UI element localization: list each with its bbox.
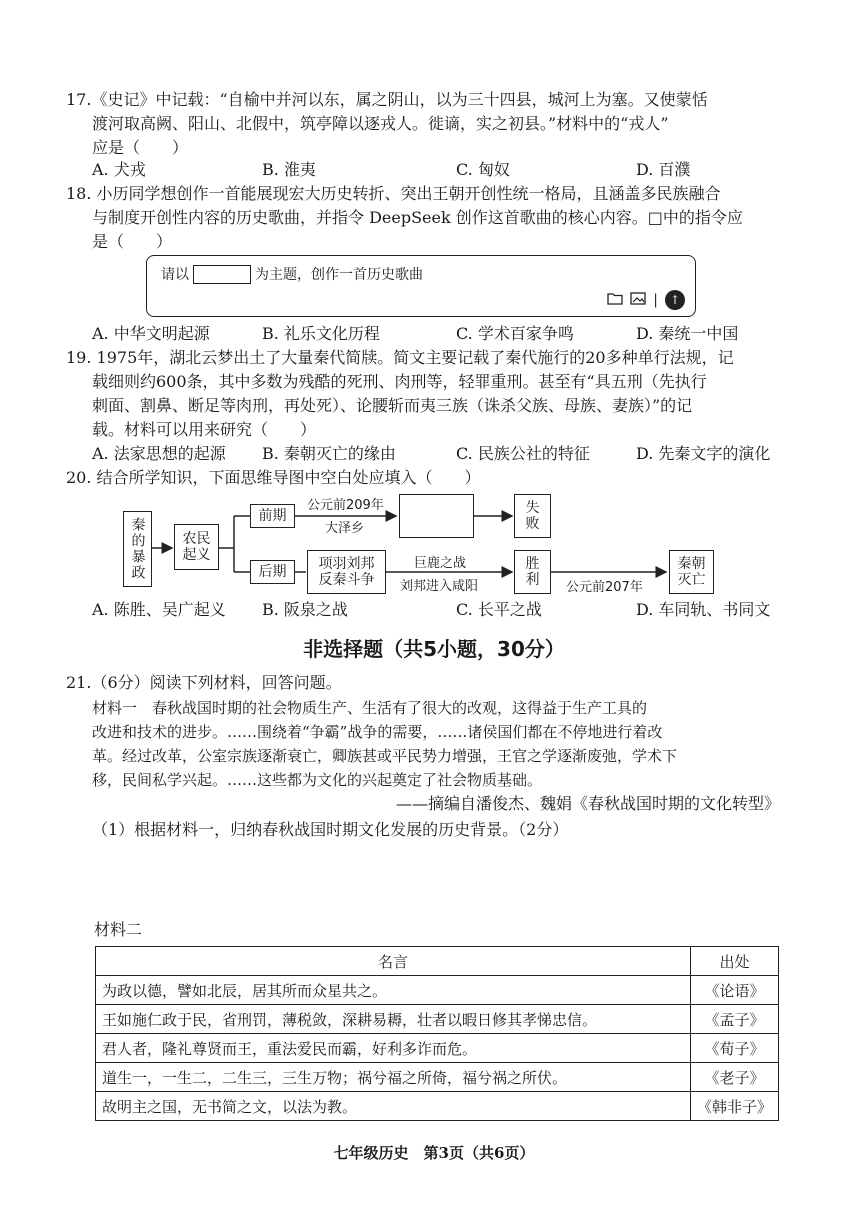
quotes-table [95,946,779,1121]
q19-line-1: 19. 1975年，湖北云梦出土了大量秦代简牍。简文主要记载了秦代施行的20多种单行法规，记 [66,348,734,367]
q20-option-a[interactable]: A. 陈胜、吴广起义 [92,600,226,619]
q19-line-4: 载。材料可以用来研究（ ） [92,420,317,439]
quote-cell: 王如施仁政于民，省刑罚，薄税敛，深耕易耨，壮者以暇日修其孝悌忠信。 [96,1005,691,1034]
q17-option-a[interactable]: A. 犬戎 [92,160,146,179]
q17-line-2: 渡河取高阙、阳山、北假中，筑亭障以逐戎人。徙谪，实之初县。”材料中的“戎人” [92,114,669,133]
quote-cell: 故明主之国，无书简之文，以法为教。 [96,1092,691,1121]
q21-intro: 21.（6分）阅读下列材料，回答问题。 [66,673,342,692]
q20-option-d[interactable]: D. 车同轨、书同文 [636,600,771,619]
mm-late-box: 后期 [250,560,295,584]
table-row [96,1063,779,1092]
q19-option-b[interactable]: B. 秦朝灭亡的缘由 [262,444,396,463]
q19-option-d[interactable]: D. 先秦文字的演化 [636,444,771,463]
divider-icon: | [653,292,658,308]
material1-source: ——摘编自潘俊杰、魏娟《春秋战国时期的文化转型》 [395,794,780,813]
prompt-suffix: 为主题，创作一首历史歌曲 [255,267,423,283]
q18-option-a[interactable]: A. 中华文明起源 [92,324,210,343]
quote-cell: 君人者，隆礼尊贤而王，重法爱民而霸，好利多诈而危。 [96,1034,691,1063]
q17-option-b[interactable]: B. 淮夷 [262,160,316,179]
table-row [96,1005,779,1034]
q17-line-3: 应是（ ） [92,138,189,157]
page-footer: 七年级历史 第3页（共6页） [333,1144,535,1162]
q18-option-d[interactable]: D. 秦统一中国 [636,324,739,343]
q20-option-c[interactable]: C. 长平之战 [456,600,542,619]
mm-xiangliu-box: 项羽刘邦反秦斗争 [307,550,386,594]
q18-option-b[interactable]: B. 礼乐文化历程 [262,324,380,343]
q19-option-c[interactable]: C. 民族公社的特征 [456,444,590,463]
q17-line-1: 17.《史记》中记载：“自榆中并河以东，属之阴山，以为三十四县，城河上为塞。又使蒙恬 [66,90,708,109]
mm-uprising-box: 农民起义 [174,524,219,570]
q21-sub-question-1: （1）根据材料一，归纳春秋战国时期文化发展的历史背景。（2分） [92,820,569,839]
q19-line-3: 刺面、割鼻、断足等肉刑，再处死）、论腰斩而夷三族（诛杀父族、母族、妻族）”的记 [92,396,693,415]
material2-label: 材料二 [94,920,143,939]
source-cell: 《老子》 [690,1063,778,1092]
q18-line-2: 与制度开创性内容的历史歌曲，并指令 DeepSeek 创作这首歌曲的核心内容。□中的指令应 [92,208,743,227]
q18-line-3: 是（ ） [92,232,173,251]
material1-line-1: 材料一 春秋战国时期的社会物质生产、生活有了很大的改观，这得益于生产工具的 [92,699,648,717]
material1-line-2: 改进和技术的进步。……围绕着“争霸”战争的需要，……诸侯国们都在不停地进行着改 [92,723,663,741]
table-row [96,1092,779,1121]
quote-cell: 道生一，一生二，二生三，三生万物；祸兮福之所倚，福兮祸之所伏。 [96,1063,691,1092]
material1-line-4: 移，民间私学兴起。……这些都为文化的兴起奠定了社会物质基础。 [92,771,543,789]
mm-early-box: 前期 [250,504,295,528]
table-header-quote: 名言 [96,947,691,976]
send-icon[interactable]: ↑ [665,290,685,310]
q17-option-d[interactable]: D. 百濮 [636,160,691,179]
mm-fail-box: 失败 [514,494,551,538]
source-cell: 《荀子》 [690,1034,778,1063]
mm-blank-box[interactable] [399,494,474,538]
q19-line-2: 载细则约600条，其中多数为残酷的死刑、肉刑等，轻罪重刑。甚至有“具五刑（先执行 [92,372,707,391]
source-cell: 《韩非子》 [690,1092,778,1121]
mm-liubang-label: 刘邦进入咸阳 [400,579,479,594]
prompt-prefix: 请以 [161,267,189,283]
source-cell: 《孟子》 [690,1005,778,1034]
q20-line-1: 20. 结合所学知识，下面思维导图中空白处应填入（ ） [66,468,481,487]
mm-julu-label: 巨鹿之战 [414,556,467,571]
mm-qin-fall-box: 秦朝灭亡 [669,550,714,594]
table-header-row [96,947,779,976]
source-cell: 《论语》 [690,976,778,1005]
q19-option-a[interactable]: A. 法家思想的起源 [92,444,226,463]
mm-early-top-label: 公元前209年 [307,498,384,513]
q18-option-c[interactable]: C. 学术百家争鸣 [456,324,574,343]
section-title: 非选择题（共5小题，30分） [303,637,565,661]
mm-root-box: 秦的暴政 [123,511,152,587]
mm-early-bottom-label: 大泽乡 [325,521,365,536]
q20-option-b[interactable]: B. 阪泉之战 [262,600,348,619]
material1-line-3: 革。经过改革，公室宗族逐渐衰亡，卿族甚或平民势力增强，王官之学逐渐废弛，学术下 [92,747,678,765]
mm-win-box: 胜利 [514,550,551,594]
q18-line-1: 18. 小历同学想创作一首能展现宏大历史转折、突出王朝开创性统一格局，且涵盖多民族融合 [66,184,721,203]
table-row [96,976,779,1005]
table-header-source: 出处 [690,947,778,976]
mm-year207-label: 公元前207年 [566,580,643,595]
table-row [96,1034,779,1063]
quote-cell: 为政以德，譬如北辰，居其所而众星共之。 [96,976,691,1005]
q17-option-c[interactable]: C. 匈奴 [456,160,510,179]
